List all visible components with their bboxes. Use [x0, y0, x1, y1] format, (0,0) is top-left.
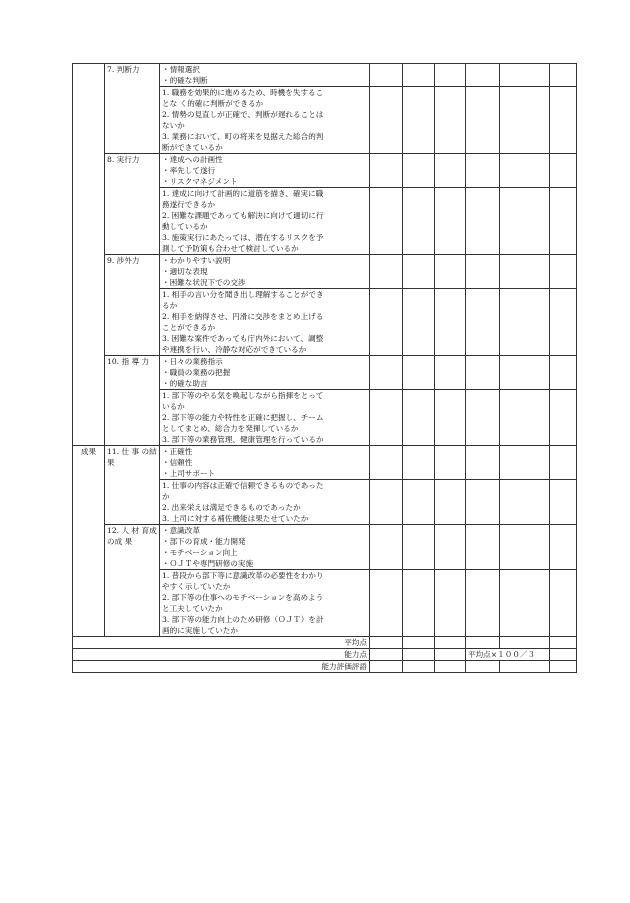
keyword-line: ・的確な助言 — [162, 379, 208, 388]
criteria-cell — [160, 87, 370, 154]
score-cell[interactable] — [370, 525, 403, 570]
criteria-line: 3. 部下等の業務管理、健康管理を行っているか — [162, 435, 324, 444]
keyword-line: ・情報選択 — [162, 65, 200, 74]
keyword-line: ・ＯＪＴや専門研修の実施 — [162, 559, 254, 568]
score-cell[interactable] — [466, 255, 500, 289]
score-cell[interactable] — [435, 64, 466, 87]
score-cell[interactable] — [370, 87, 403, 154]
criteria-line: 動しているか — [162, 222, 208, 231]
score-cell[interactable] — [550, 390, 577, 446]
score-cell[interactable] — [550, 64, 577, 87]
criteria-line: 2. 情勢の見直しが正確で、判断が遅れることは — [162, 110, 324, 119]
keywords-cell — [160, 356, 370, 390]
evaluation-table — [72, 63, 577, 673]
score-cell[interactable] — [500, 637, 550, 649]
score-cell[interactable] — [466, 661, 500, 673]
criteria-line: いるか — [162, 402, 185, 411]
score-cell[interactable] — [550, 188, 577, 255]
keyword-line: ・意識改革 — [162, 526, 200, 535]
score-cell[interactable] — [466, 570, 500, 637]
criteria-line: 画的に実施していたか — [162, 626, 238, 635]
criteria-line: 2. 困難な課題であっても解決に向けて適切に行 — [162, 211, 324, 220]
score-cell[interactable] — [466, 356, 500, 390]
score-cell[interactable] — [435, 356, 466, 390]
score-cell[interactable] — [500, 154, 550, 188]
score-cell[interactable] — [435, 525, 466, 570]
criteria-line: 2. 部下等の能力や特性を正確に把握し、チーム — [162, 413, 324, 422]
item-row — [73, 255, 577, 289]
score-cell[interactable] — [550, 570, 577, 637]
footer-ability-row — [73, 649, 577, 661]
score-cell[interactable] — [403, 480, 435, 525]
score-cell[interactable] — [370, 64, 403, 87]
category-cell — [73, 64, 105, 446]
criteria-line: 2. 出来栄えは満足できるものであったか — [162, 503, 301, 512]
keyword-line: ・上司サポート — [162, 469, 216, 478]
score-cell[interactable] — [435, 289, 466, 356]
score-cell[interactable] — [500, 480, 550, 525]
criteria-cell — [160, 289, 370, 356]
score-cell[interactable] — [435, 446, 466, 480]
score-cell[interactable] — [403, 570, 435, 637]
score-cell[interactable] — [550, 446, 577, 480]
score-cell[interactable] — [435, 255, 466, 289]
score-cell[interactable] — [550, 255, 577, 289]
criteria-line: と工夫していたか — [162, 604, 223, 613]
score-cell[interactable] — [403, 255, 435, 289]
score-cell[interactable] — [370, 570, 403, 637]
criteria-line: やすく示していたか — [162, 582, 231, 591]
score-cell[interactable] — [403, 356, 435, 390]
footer-ability-label: 能力点 — [73, 649, 370, 661]
score-cell[interactable] — [370, 188, 403, 255]
score-cell[interactable] — [550, 637, 577, 649]
score-cell[interactable] — [550, 480, 577, 525]
score-cell[interactable] — [435, 87, 466, 154]
score-cell[interactable] — [466, 289, 500, 356]
criteria-line: 2. 相手を納得させ、円滑に交渉をまとめ上げる — [162, 312, 324, 321]
score-cell[interactable] — [550, 649, 577, 661]
score-cell[interactable] — [466, 154, 500, 188]
score-cell[interactable] — [500, 525, 550, 570]
score-cell[interactable] — [500, 661, 550, 673]
score-cell[interactable] — [370, 446, 403, 480]
category-cell-seika: 成果 — [73, 446, 105, 637]
item-name: 12. 人 材 育成の成 果 — [105, 525, 160, 637]
keywords-cell — [160, 154, 370, 188]
item-row — [73, 525, 577, 570]
score-cell[interactable] — [466, 390, 500, 446]
score-cell[interactable] — [550, 289, 577, 356]
footer-comment-label: 能力評価評語 — [73, 661, 370, 673]
criteria-line: 3. 部下等の能力向上のため研修（ＯＪＴ）を計 — [162, 615, 324, 624]
criteria-cell — [160, 570, 370, 637]
footer-average-row — [73, 637, 577, 649]
score-cell[interactable] — [500, 390, 550, 446]
score-cell[interactable] — [370, 637, 403, 649]
criteria-line: 3. 困難な案件であっても庁内外において、調整 — [162, 334, 324, 343]
criteria-line: か — [162, 492, 170, 501]
keyword-line: ・リスクマネジメント — [162, 177, 238, 186]
score-cell[interactable] — [435, 390, 466, 446]
score-cell[interactable] — [370, 661, 403, 673]
score-cell[interactable] — [466, 525, 500, 570]
score-cell[interactable] — [370, 480, 403, 525]
score-cell[interactable] — [403, 87, 435, 154]
keyword-line: ・わかりやすい説明 — [162, 256, 231, 265]
score-cell[interactable] — [466, 188, 500, 255]
score-cell[interactable] — [370, 289, 403, 356]
criteria-cell — [160, 390, 370, 446]
score-cell[interactable] — [403, 637, 435, 649]
keyword-line: ・達成への計画性 — [162, 155, 223, 164]
criteria-line: 1. 部下等のやる気を喚起しながら指揮をとって — [162, 391, 324, 400]
keyword-line: ・困難な状況下での交渉 — [162, 278, 246, 287]
score-cell[interactable] — [403, 661, 435, 673]
score-cell[interactable] — [500, 289, 550, 356]
score-cell[interactable] — [370, 154, 403, 188]
score-cell[interactable] — [466, 446, 500, 480]
criteria-line: 1. 職務を効果的に進めるため、時機を失するこ — [162, 88, 324, 97]
keyword-line: ・正確性 — [162, 447, 193, 456]
criteria-line: 3. 上司に対する補佐機能は果たせていたか — [162, 514, 309, 523]
score-cell[interactable] — [403, 525, 435, 570]
keywords-cell — [160, 64, 370, 87]
footer-average-label: 平均点 — [73, 637, 370, 649]
item-name: 7. 判断力 — [105, 64, 160, 154]
score-cell[interactable] — [435, 188, 466, 255]
score-cell[interactable] — [550, 356, 577, 390]
score-cell[interactable] — [550, 661, 577, 673]
score-cell[interactable] — [370, 649, 403, 661]
score-cell[interactable] — [435, 154, 466, 188]
criteria-line: 断ができているか — [162, 143, 223, 152]
score-cell[interactable] — [435, 661, 466, 673]
item-name: 11. 仕 事 の結果 — [105, 446, 160, 525]
criteria-line: 2. 部下等の仕事へのモチベーションを高めよう — [162, 593, 324, 602]
score-cell[interactable] — [500, 356, 550, 390]
criteria-line: 1. 相手の言い分を聞き出し理解することができ — [162, 290, 324, 299]
criteria-line: 1. 仕事の内容は正確で信頼できるものであった — [162, 481, 324, 490]
score-cell[interactable] — [370, 356, 403, 390]
keywords-cell — [160, 255, 370, 289]
score-cell[interactable] — [550, 525, 577, 570]
score-cell[interactable] — [403, 64, 435, 87]
score-cell[interactable] — [550, 154, 577, 188]
score-cell[interactable] — [403, 649, 435, 661]
keywords-cell — [160, 525, 370, 570]
criteria-line: としてまとめ、総合力を発揮しているか — [162, 424, 299, 433]
criteria-line: 測して予防策も合わせて検討しているか — [162, 244, 299, 253]
keyword-line: ・的確な判断 — [162, 76, 208, 85]
score-cell[interactable] — [370, 390, 403, 446]
item-name: 9. 渉外力 — [105, 255, 160, 356]
score-cell[interactable] — [435, 649, 466, 661]
criteria-line: 1. 達成に向けて計画的に道筋を描き、確実に職 — [162, 189, 324, 198]
keywords-cell — [160, 446, 370, 480]
score-cell[interactable] — [550, 87, 577, 154]
score-cell[interactable] — [500, 87, 550, 154]
item-row — [73, 356, 577, 390]
item-name: 10. 指 導 力 — [105, 356, 160, 446]
score-cell[interactable] — [500, 255, 550, 289]
keyword-line: ・職員の業務の把握 — [162, 368, 231, 377]
keyword-line: ・率先して遂行 — [162, 166, 216, 175]
criteria-line: ないか — [162, 121, 185, 130]
keyword-line: ・部下の育成・能力開発 — [162, 537, 246, 546]
criteria-line: ことができるか — [162, 323, 216, 332]
item-row — [73, 154, 577, 188]
score-cell[interactable] — [500, 188, 550, 255]
criteria-line: 1. 普段から部下等に意識改革の必要性をわかり — [162, 571, 324, 580]
score-cell[interactable] — [370, 255, 403, 289]
keyword-line: ・適切な表現 — [162, 267, 208, 276]
score-cell[interactable] — [500, 446, 550, 480]
criteria-line: 3. 業務において、町の将来を見据えた総合的判 — [162, 132, 324, 141]
keyword-line: ・日々の業務指示 — [162, 357, 223, 366]
score-cell[interactable] — [435, 637, 466, 649]
score-cell[interactable] — [403, 446, 435, 480]
criteria-line: 3. 施策実行にあたっては、潜在するリスクを予 — [162, 233, 324, 242]
score-cell[interactable] — [466, 87, 500, 154]
score-cell[interactable] — [435, 570, 466, 637]
score-cell[interactable] — [466, 480, 500, 525]
ability-formula: 平均点×１００／３ — [466, 649, 550, 661]
item-row — [73, 64, 577, 87]
score-cell[interactable] — [403, 154, 435, 188]
item-row — [73, 446, 577, 480]
keyword-line: ・モチベーション向上 — [162, 548, 238, 557]
criteria-line: るか — [162, 301, 178, 310]
criteria-line: 務遂行できるか — [162, 200, 216, 209]
score-cell[interactable] — [435, 480, 466, 525]
footer-comment-row — [73, 661, 577, 673]
criteria-cell — [160, 480, 370, 525]
score-cell[interactable] — [500, 64, 550, 87]
criteria-line: とな く的確に判断ができるか — [162, 99, 264, 108]
score-cell[interactable] — [403, 289, 435, 356]
keyword-line: ・信頼性 — [162, 458, 193, 467]
score-cell[interactable] — [466, 637, 500, 649]
score-cell[interactable] — [403, 188, 435, 255]
criteria-cell — [160, 188, 370, 255]
score-cell[interactable] — [466, 64, 500, 87]
item-name: 8. 実行力 — [105, 154, 160, 255]
score-cell[interactable] — [500, 570, 550, 637]
criteria-line: や連携を行い、冷静な対応ができているか — [162, 345, 307, 354]
score-cell[interactable] — [403, 390, 435, 446]
